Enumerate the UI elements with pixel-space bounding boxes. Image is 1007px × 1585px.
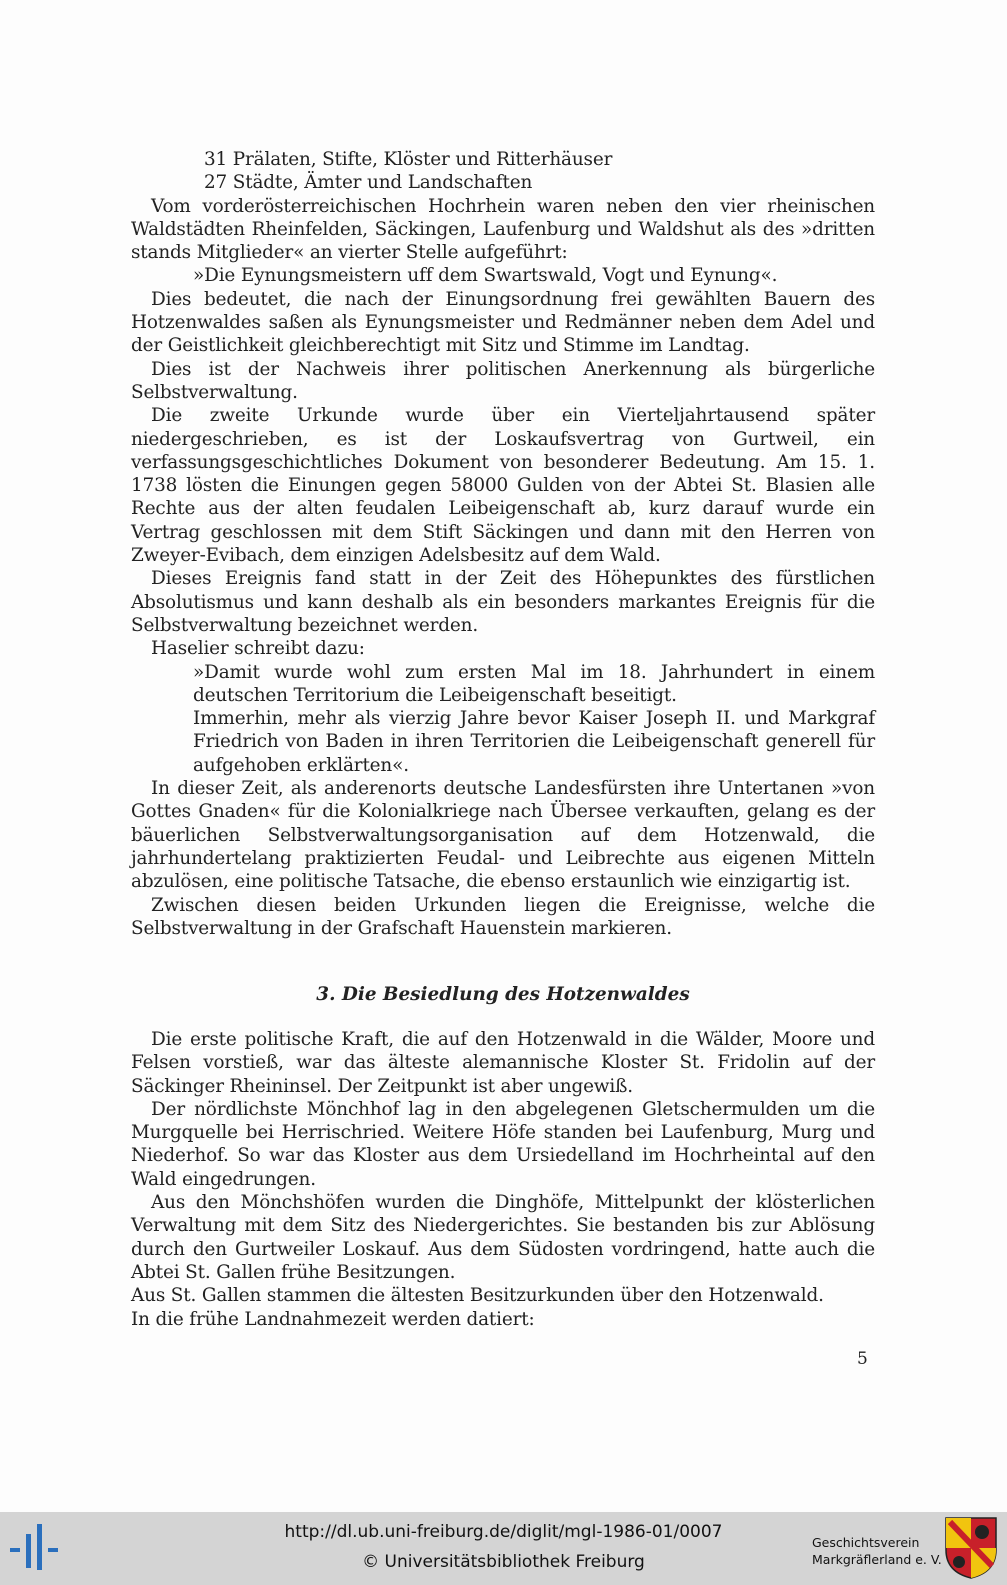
paragraph: Die erste politische Kraft, die auf den Hotzenwald in die Wälder, Moore und Felsen vorstieß, war das älteste alemannische Kloster St. Fridolin auf der Säckinger Rheininsel. Der Zeitpunkt ist aber ungewiß.: [131, 1029, 875, 1097]
paragraph: Aus St. Gallen stammen die ältesten Besitzurkunden über den Hotzenwald.: [131, 1285, 824, 1307]
paragraph: Der nördlichste Mönchhof lag in den abgelegenen Gletschermulden um die Murgquelle bei Herrischried. Weitere Höfe standen bei Laufenburg, Murg und Niederhof. So war das Kloster aus dem Ursiedelland im Hochrheintal auf den Wald eingedrungen.: [131, 1098, 875, 1190]
footer-url-link[interactable]: http://dl.ub.uni-freiburg.de/diglit/mgl-1986-01/0007: [284, 1522, 723, 1542]
main-text: [131, 148, 875, 940]
paragraph: Zwischen diesen beiden Urkunden liegen die Ereignisse, welche die Selbstverwaltung in der Grafschaft Hauenstein markieren.: [131, 894, 875, 939]
paragraph: Vom vorderösterreichischen Hochrhein waren neben den vier rheinischen Waldstädten Rheinfelden, Säckingen, Laufenburg und Waldshut als des »dritten stands Mitglieder« an vierter Stelle aufgeführt:: [131, 195, 875, 264]
page-number: 5: [857, 1349, 868, 1369]
block-quote: [131, 661, 875, 777]
association-name: Geschichtsverein Markgräflerland e. V.: [812, 1535, 942, 1567]
section-text: [131, 1028, 875, 1331]
paragraph: Die zweite Urkunde wurde über ein Vierteljahrtausend später niedergeschrieben, es ist der Loskaufsvertrag von Gurtweil, ein verfassungsgeschichtliches Dokument von besonderer Bedeutung. Am 15. 1. 1738 lösten die Einungen gegen 58000 Gulden von der Abtei St. Blasien alle Rechte aus der alten feudalen Leibeigenschaft ab, kurz darauf wurde ein Vertrag geschlossen mit dem Stift Säckingen und dann mit den Herren von Zweyer-Evibach, dem einzigen Adelsbesitz auf dem Wald.: [131, 405, 875, 567]
list-item: 27 Städte, Ämter und Landschaften: [204, 172, 533, 194]
paragraph: In die frühe Landnahmezeit werden datiert:: [131, 1308, 535, 1330]
quote: Immerhin, mehr als vierzig Jahre bevor Kaiser Joseph II. und Markgraf Friedrich von Baden in ihren Territorien die Leibeigenschaft generell für aufgehoben erklärten«.: [193, 708, 875, 776]
coat-of-arms-icon: [944, 1516, 998, 1580]
paragraph: Haselier schreibt dazu:: [151, 638, 365, 660]
estates-list: [131, 148, 875, 195]
paragraph: Dies ist der Nachweis ihrer politischen Anerkennung als bürgerliche Selbstverwaltung.: [131, 358, 875, 403]
paragraph: In dieser Zeit, als anderenorts deutsche Landesfürsten ihre Untertanen »von Gottes Gnaden« für die Kolonialkriege nach Übersee verkauften, gelang es der bäuerlichen Selbstverwaltungsorganisation auf dem Hotzenwald, die jahrhundertelang praktizierten Feudal- und Leibrechte aus eigenen Mitteln abzulösen, eine politische Tatsache, die ebenso erstaunlich wie einzigartig ist.: [131, 778, 875, 893]
paragraph: Dieses Ereignis fand statt in der Zeit des Höhepunktes des fürstlichen Absolutismus und kann deshalb als ein besonders markantes Ereignis für die Selbstverwaltung bezeichnet werden.: [131, 568, 875, 636]
paragraph: Dies bedeutet, die nach der Einungsordnung frei gewählten Bauern des Hotzenwaldes saßen als Eynungsmeister und Redmänner neben dem Adel und der Geistlichkeit gleichberechtigt mit Sitz und Stimme im Landtag.: [131, 288, 875, 357]
footer-copyright: © Universitätsbibliothek Freiburg: [362, 1552, 645, 1572]
footer-bar: [0, 1512, 1007, 1585]
section-heading: 3. Die Besiedlung des Hotzenwaldes: [316, 984, 690, 1005]
quote: »Damit wurde wohl zum ersten Mal im 18. Jahrhundert in einem deutschen Territorium die Leibeigenschaft beseitigt.: [193, 661, 875, 706]
quote: »Die Eynungsmeistern uff dem Swartswald, Vogt und Eynung«.: [193, 265, 778, 287]
list-item: 31 Prälaten, Stifte, Klöster und Ritterhäuser: [204, 149, 613, 170]
paragraph: Aus den Mönchshöfen wurden die Dinghöfe, Mittelpunkt der klösterlichen Verwaltung mit dem Sitz des Niedergerichtes. Sie bestanden bis zur Ablösung durch den Gurtweiler Loskauf. Aus dem Südosten vordringend, hatte auch die Abtei St. Gallen frühe Besitzungen.: [131, 1192, 875, 1283]
